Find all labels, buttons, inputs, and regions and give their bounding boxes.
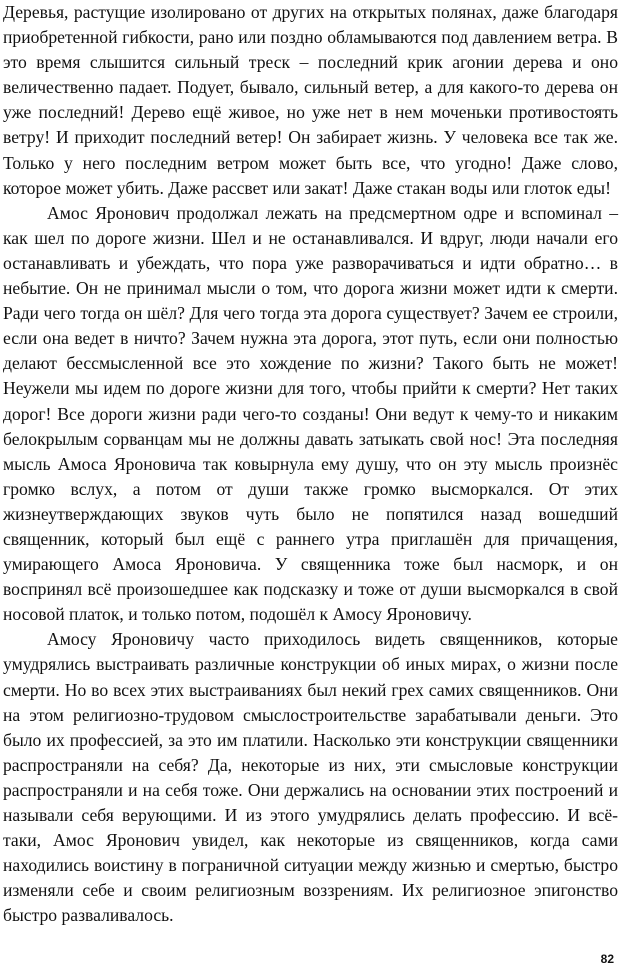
body-text bbox=[3, 0, 618, 928]
page-number: 82 bbox=[600, 952, 614, 966]
paragraph-2: Амос Яронович продолжал лежать на предсмертном одре и вспоминал – как шел по дороге жизни. Шел и не останавливался. И вдруг, люди начали его останавливать и убеждать, что пора уже разворачиваться и идти обратно… в небытие. Он не принимал мысли о том, что дорога жизни может идти к смерти. Ради чего тогда он шёл? Для чего тогда эта дорога существует? Зачем ее строили, если она ведет в ничто? Зачем нужна эта дорога, этот путь, если они полностью делают бессмысленной все это хождение по жизни? Такого быть не может! Неужели мы идем по дороге жизни для того, чтобы прийти к смерти? Нет таких дорог! Все дороги жизни ради чего-то созданы! Они ведут к чему-то и никаким белокрылым сорванцам мы не должны давать затыкать свой нос! Эта последняя мысль Амоса Яроновича так ковырнула ему душу, что он эту мысль произнёс громко вслух, а потом от души также громко высморкался. От этих жизнеутверждающих звуков чуть было не попятился назад вошедший священник, который был ещё с раннего утра приглашён для причащения, умирающего Амоса Яроновича. У священника тоже был насморк, и он воспринял всё произошедшее как подсказку и тоже от души высморкался в свой носовой платок, и только потом, подошёл к Амосу Яроновичу. bbox=[3, 202, 618, 625]
paragraph-3: Амосу Яроновичу часто приходилось видеть священников, которые умудрялись выстраивать различные конструкции об иных мирах, о жизни после смерти. Но во всех этих выстраиваниях был некий грех самих священников. Они на этом религиозно-трудовом смыслостроительстве зарабатывали деньги. Это было их профессией, за это им платили. Насколько эти конструкции священники распространяли на себя? Да, некоторые из них, эти смысловые конструкции распространяли и на себя тоже. Они держались на основании этих построений и называли себя верующими. И из этого умудрялись делать профессию. И всё-таки, Амос Яронович увидел, как некоторые из священников, когда сами находились воистину в пограничной ситуации между жизнью и смертью, быстро изменяли себе и своим религиозным воззрениям. Их религиозное эпигонство быстро разваливалось. bbox=[3, 629, 618, 926]
paragraph-1: Деревья, растущие изолировано от других на открытых полянах, даже благодаря приобретенной гибкости, рано или поздно обламываются под давлением ветра. В это время слышится сильный треск – последний крик агонии дерева и оно величественно падает. Подует, бывало, сильный ветер, а для какого-то дерева он уже последний! Дерево ещё живое, но уже нет в нем моченьки противостоять ветру! И приходит последний ветер! Он забирает жизнь. У человека все так же. Только у него последним ветром может быть все, что угодно! Даже слово, которое может убить. Даже рассвет или закат! Даже стакан воды или глоток еды! bbox=[3, 2, 618, 198]
